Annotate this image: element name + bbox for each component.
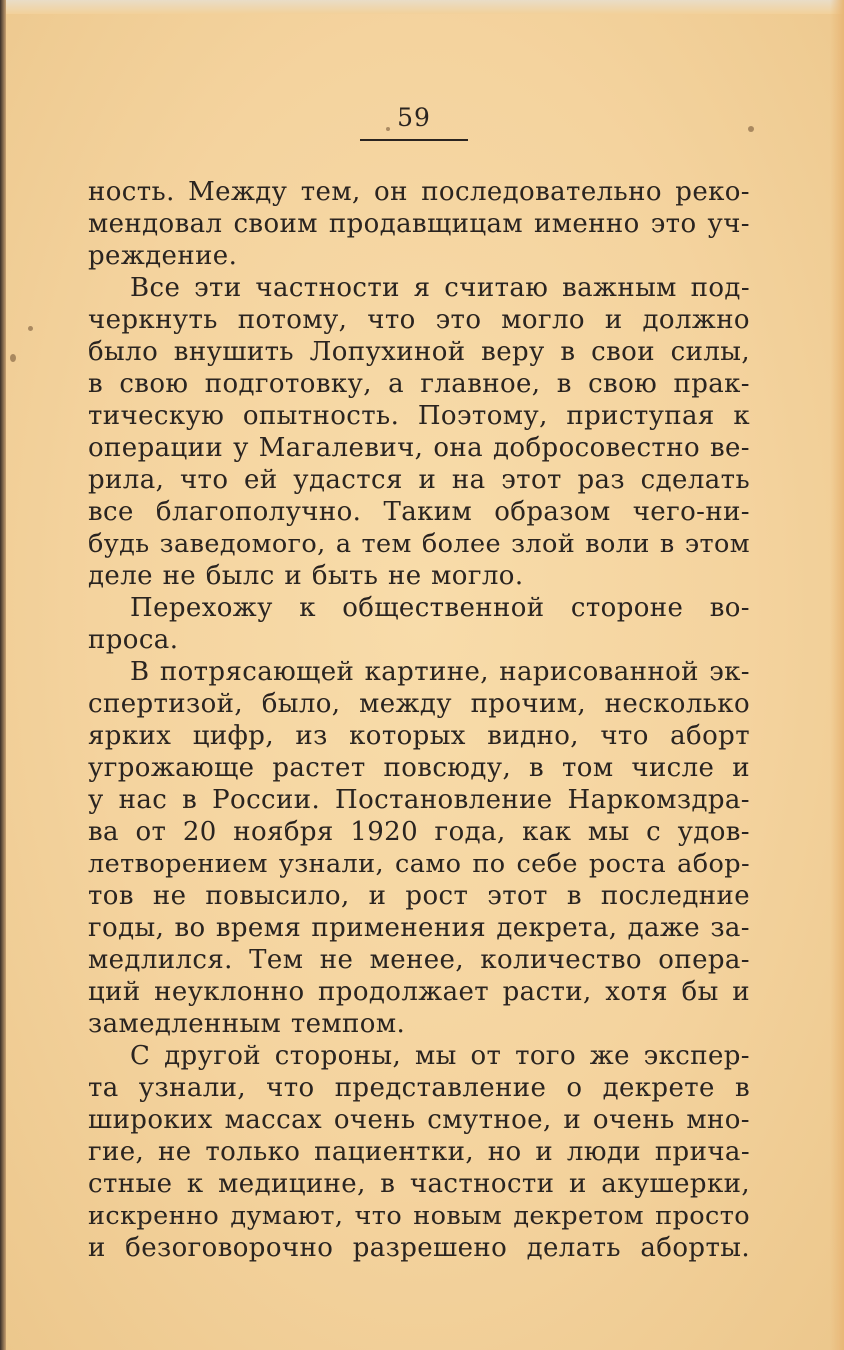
- text-line: спертизой, было, между прочим, несколько: [88, 689, 750, 719]
- text-line: мендовал своим продавщицам именно это уч-: [88, 209, 750, 239]
- text-line: в свою подготовку, а главное, в свою прак-: [88, 369, 750, 399]
- text-line: ность. Между тем, он последовательно реко-: [88, 177, 750, 207]
- text-line: годы, во время применения декрета, даже за-: [88, 913, 750, 943]
- page-number-rule: [360, 139, 468, 141]
- text-line: гие, не только пациентки, но и люди прича-: [88, 1137, 750, 1167]
- text-line: будь заведомого, а тем более злой воли в этом: [88, 529, 750, 559]
- text-line: та узнали, что представление о декрете в: [88, 1073, 750, 1103]
- text-line: искренно думают, что новым декретом просто: [88, 1201, 750, 1231]
- paper-speck: [10, 354, 16, 362]
- text-line: все благополучно. Таким образом чего-ни-: [88, 497, 750, 527]
- text-line: широких массах очень смутное, и очень мно-: [88, 1105, 750, 1135]
- paper-speck: [386, 127, 390, 131]
- text-line: летворением узнали, само по себе роста абор-: [88, 849, 750, 879]
- text-line: было внушить Лопухиной веру в свои силы,: [88, 337, 750, 367]
- page-number: 59: [397, 103, 431, 132]
- text-line: деле не былс и быть не могло.: [88, 561, 524, 591]
- text-line: ций неуклонно продолжает расти, хотя бы и: [88, 977, 750, 1007]
- text-line: С другой стороны, мы от того же экспер-: [130, 1041, 750, 1071]
- text-line: рила, что ей удастся и на этот раз сделать: [88, 465, 750, 495]
- page-left-edge: [0, 0, 6, 1350]
- text-line: ярких цифр, из которых видно, что аборт: [88, 721, 750, 751]
- text-line: и безоговорочно разрешено делать аборты.: [88, 1233, 750, 1263]
- paper-speck: [28, 326, 33, 331]
- text-line: тическую опытность. Поэтому, приступая к: [88, 401, 750, 431]
- text-line: В потрясающей картине, нарисованной эк-: [130, 657, 750, 687]
- text-line: у нас в России. Постановление Наркомздра-: [88, 785, 750, 815]
- text-line: проса.: [88, 625, 179, 655]
- text-line: замедленным темпом.: [88, 1009, 406, 1039]
- text-line: реждение.: [88, 241, 238, 271]
- text-line: тов не повысило, и рост этот в последние: [88, 881, 750, 911]
- text-line: ва от 20 ноября 1920 года, как мы с удов-: [88, 817, 750, 847]
- body-text: [88, 176, 750, 1264]
- page-top-edge: [0, 0, 844, 14]
- text-line: Перехожу к общественной стороне во-: [130, 593, 750, 623]
- text-line: медлился. Тем не менее, количество опера-: [88, 945, 750, 975]
- page-right-edge: [830, 0, 844, 1350]
- text-line: Все эти частности я считаю важным под-: [130, 273, 750, 303]
- text-line: черкнуть потому, что это могло и должно: [88, 305, 750, 335]
- text-line: стные к медицине, в частности и акушерки,: [88, 1169, 750, 1199]
- text-line: операции у Магалевич, она добросовестно ве-: [88, 433, 750, 463]
- paper-speck: [748, 126, 754, 132]
- text-line: угрожающе растет повсюду, в том числе и: [88, 753, 750, 783]
